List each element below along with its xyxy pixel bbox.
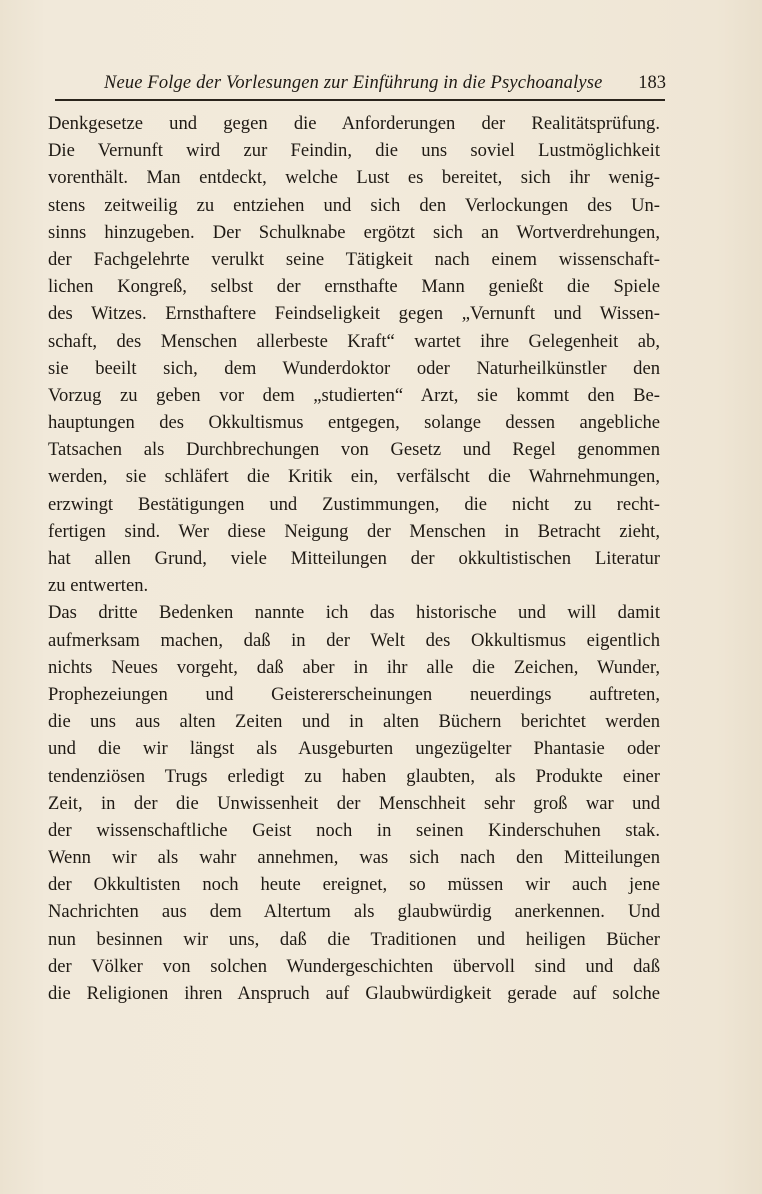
text-line: lichen Kongreß, selbst der ernsthafte Mann genießt die Spiele xyxy=(48,276,660,298)
text-line: der Okkultisten noch heute ereignet, so müssen wir auch jene xyxy=(48,874,660,896)
text-line: die Religionen ihren Anspruch auf Glaubwürdigkeit gerade auf solche xyxy=(48,983,660,1004)
text-line: die uns aus alten Zeiten und in alten Büchern berichtet werden xyxy=(48,711,660,733)
text-line: Die Vernunft wird zur Feindin, die uns soviel Lustmöglichkeit xyxy=(48,140,660,162)
text-line: Vorzug zu geben vor dem „studierten“ Arzt, sie kommt den Be- xyxy=(48,384,660,406)
body-text xyxy=(48,110,660,1007)
header-rule xyxy=(55,99,665,101)
text-line: Das dritte Bedenken nannte ich das historische und will damit xyxy=(48,602,660,624)
text-line: der Völker von solchen Wundergeschichten übervoll sind und daß xyxy=(48,955,660,977)
text-line: vorenthält. Man entdeckt, welche Lust es bereitet, sich ihr wenig- xyxy=(48,167,660,189)
text-line: Denkgesetze und gegen die Anforderungen der Realitätsprüfung. xyxy=(48,113,660,134)
text-line: Wenn wir als wahr annehmen, was sich nach den Mitteilungen xyxy=(48,847,660,869)
text-line: stens zeitweilig zu entziehen und sich den Verlockungen des Un- xyxy=(48,194,660,216)
running-head xyxy=(48,73,666,101)
text-line: schaft, des Menschen allerbeste Kraft“ wartet ihre Gelegenheit ab, xyxy=(48,330,660,352)
text-line: Tatsachen als Durchbrechungen von Gesetz und Regel genommen xyxy=(48,439,660,461)
text-line: sinns hinzugeben. Der Schulknabe ergötzt sich an Wortverdrehungen, xyxy=(48,221,660,243)
text-line: sie beeilt sich, dem Wunderdoktor oder Naturheilkünstler den xyxy=(48,357,660,379)
text-line: nichts Neues vorgeht, daß aber in ihr alle die Zeichen, Wunder, xyxy=(48,656,660,678)
text-line: werden, sie schläfert die Kritik ein, verfälscht die Wahrnehmungen, xyxy=(48,466,660,488)
text-line: der wissenschaftliche Geist noch in seinen Kinderschuhen stak. xyxy=(48,819,660,841)
text-line: fertigen sind. Wer diese Neigung der Menschen in Betracht zieht, xyxy=(48,520,660,542)
text-line: hat allen Grund, viele Mitteilungen der okkultistischen Literatur xyxy=(48,548,660,569)
text-line: zu entwerten. xyxy=(48,575,149,597)
text-line: der Fachgelehrte verulkt seine Tätigkeit nach einem wissenschaft- xyxy=(48,248,660,270)
text-line: hauptungen des Okkultismus entgegen, solange dessen angebliche xyxy=(48,412,660,434)
text-line: aufmerksam machen, daß in der Welt des Okkultismus eigentlich xyxy=(48,629,660,651)
text-line: und die wir längst als Ausgeburten ungezügelter Phantasie oder xyxy=(48,738,660,760)
text-line: des Witzes. Ernsthaftere Feindseligkeit gegen „Vernunft und Wissen- xyxy=(48,303,660,325)
text-line: nun besinnen wir uns, daß die Traditionen und heiligen Bücher xyxy=(48,928,660,950)
text-line: tendenziösen Trugs erledigt zu haben glaubten, als Produkte einer xyxy=(48,765,660,787)
page-number: 183 xyxy=(638,73,666,93)
text-line: Zeit, in der die Unwissenheit der Menschheit sehr groß war und xyxy=(48,792,660,814)
text-line: erzwingt Bestätigungen und Zustimmungen, die nicht zu recht- xyxy=(48,493,660,515)
text-line: Prophezeiungen und Geistererscheinungen neuerdings auftreten, xyxy=(48,683,660,705)
text-line: Nachrichten aus dem Altertum als glaubwürdig anerkennen. Und xyxy=(48,901,660,923)
running-title: Neue Folge der Vorlesungen zur Einführung in die Psychoanalyse xyxy=(104,73,603,93)
